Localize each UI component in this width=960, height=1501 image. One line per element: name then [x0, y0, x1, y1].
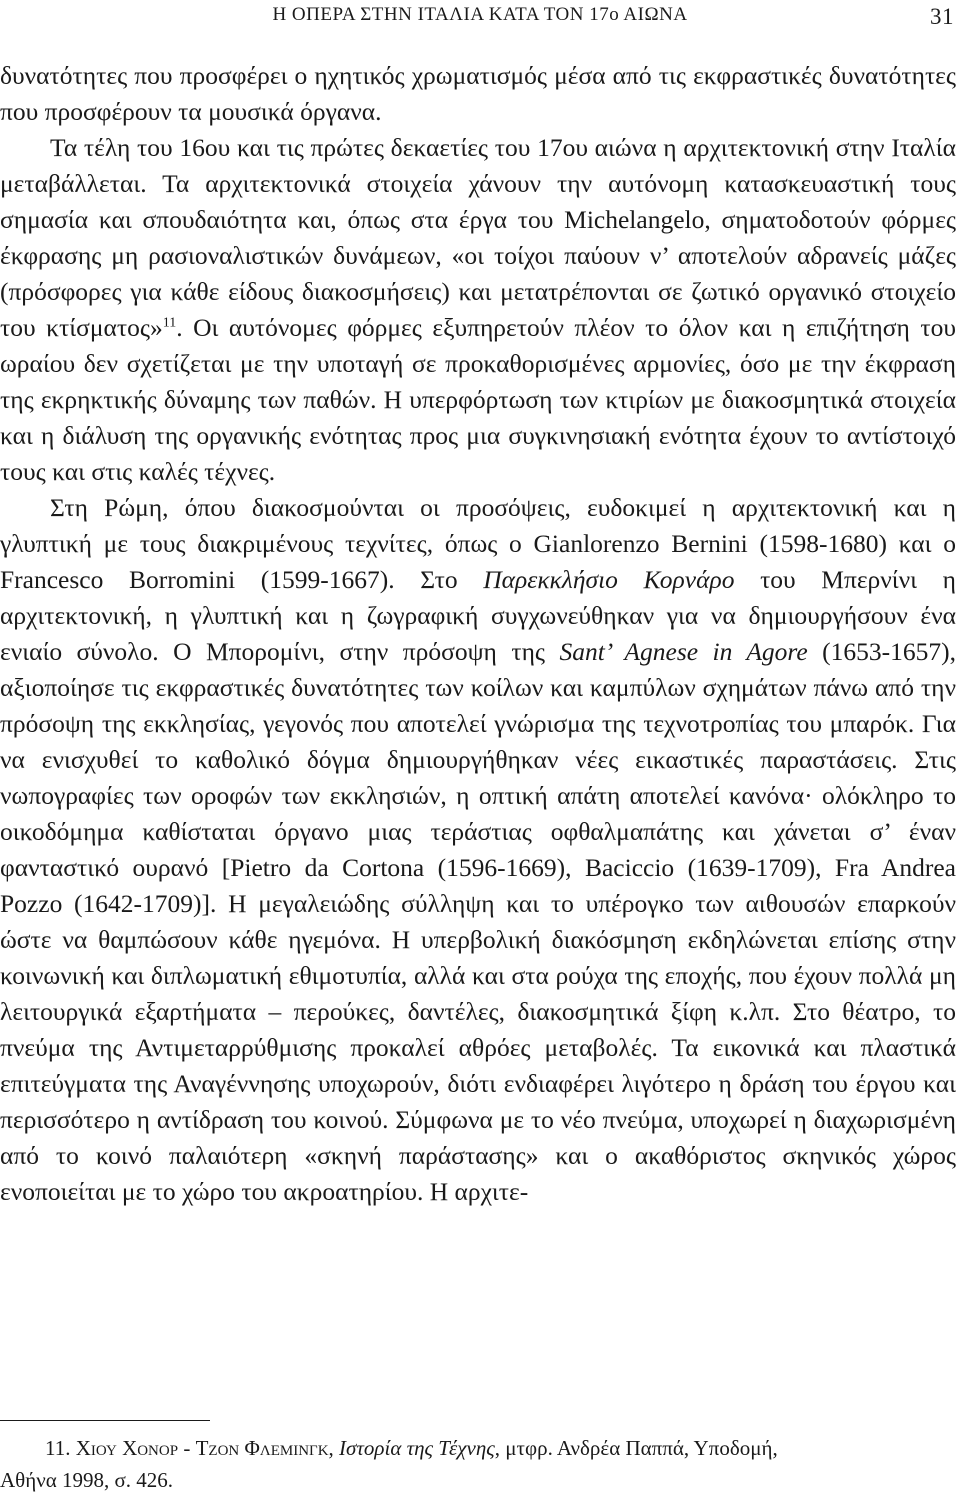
paragraph-2	[0, 130, 956, 490]
footnote-divider	[0, 1420, 210, 1421]
paragraph-3-text-c: (1653-1657), αξιοποίησε τις εκφραστικές δυνατότητες των κοίλων και καμπύλων σχημάτων πάνω από την πρόσοψη της εκκλησίας, γεγονός που αποτελεί γνώρισμα της τεχνοτροπίας του μπαρόκ. Για να ενισχυθεί το καθολικό δόγμα δημιουργήθηκαν νέες εικαστικές παραστάσεις. Στις νωπογραφίες των οροφών των εκκλησιών, η οπτική απάτη αποτελεί κανόνα· ολόκληρο το οικοδόμημα καθίσταται όργανο μιας τεράστιας οφθαλμαπάτης και χάνεται σ’ έναν φανταστικό ουρανό [Pietro da Cortona (1596-1669), Baciccio (1639-1709), Fra Andrea Pozzo (1642-1709)]. Η μεγαλειώδης σύλληψη και το υπέρογκο των αιθουσών επαρκούν ώστε να θαμπώσουν κάθε ηγεμόνα. Η υπερβολική διακόσμηση εκδηλώνεται επίσης στην κοινωνική και διπλωματική εθιμοτυπία, αλλά και στα ρούχα της εποχής, που έχουν πολλά μη λειτουργικά εξαρτήματα – περούκες, δαντέλες, διακοσμητικά ξίφη κ.λπ. Στο θέατρο, το πνεύμα της Αντιμεταρρύθμισης προκαλεί αθρόες μεταβολές. Τα εικονικά και πλαστικά επιτεύγματα της Αναγέννησης υποχωρούν, διότι ενδιαφέρει λιγότερο η δράση του έργου και περισσότερο η αντίδραση του κοινού. Σύμφωνα με το νέο πνεύμα, υποχωρεί η διαχωρισμένη από το κοινό παλαιότερη «σκηνή παράστασης» και ο ακαθόριστος σκηνικός χώρος ενοποιείται με το χώρο του ακροατηρίου. Η αρχιτε-	[0, 637, 956, 1206]
paragraph-2-text-a: Τα τέλη του 16ου και τις πρώτες δεκαετίες του 17ου αιώνα η αρχιτεκτονική στην Ιταλία μεταβάλλεται. Τα αρχιτεκτονικά στοιχεία χάνουν την αυτόνομη κατασκευαστική τους σημασία και σπουδαιότητα και, όπως στα έργα του Michelangelo, σηματοδοτούν φόρμες έκφρασης μη ρασιοναλιστικών δυνάμεων, «οι τοίχοι παύουν ν’ αποτελούν αδρανείς μάζες (πρόσφορες για κάθε είδους διακοσμήσεις) και μετατρέπονται σε ζωτικό οργανικό στοιχείο του κτίσματος»	[0, 133, 956, 342]
footnote-comma: ,	[328, 1436, 340, 1460]
artwork-title-sant-agnese: Sant’ Agnese in Agore	[559, 637, 808, 666]
paragraph-2-text-b: . Οι αυτόνομες φόρμες εξυπηρετούν πλέον το όλον και η επιζήτηση του ωραίου δεν σχετίζεται με την υποταγή σε προκαθορισμένες αρμονίες, όσο με την έκφραση της εκρηκτικής δύναμης των παθών. Η υπερφόρτωση των κτιρίων με διακοσμητικά στοιχεία και η διάλυση της οργανικής ενότητας προς μια συγκινησιακή ενότητα έχουν το αντίστοιχό τους και στις καλές τέχνες.	[0, 313, 957, 486]
footnote-separator: -	[178, 1436, 196, 1460]
footnote-author-2: Τζον Φλεμινγκ	[195, 1436, 329, 1460]
footnote	[0, 1432, 956, 1496]
running-title: Η ΟΠΕΡΑ ΣΤΗΝ ΙΤΑΛΙΑ ΚΑΤΑ ΤΟΝ 17ο ΑΙΩΝΑ	[272, 4, 688, 25]
body-text	[0, 58, 956, 1210]
footnote-author-1: Χιου Χονορ	[75, 1436, 179, 1460]
artwork-title-cornaro: Παρεκκλήσιο Κορνάρο	[483, 565, 735, 594]
paragraph-3	[0, 490, 956, 1210]
paragraph-1	[0, 58, 956, 130]
footnote-line-2: Αθήνα 1998, σ. 426.	[0, 1468, 174, 1492]
footnote-book-title: Ιστορία της Τέχνης	[339, 1436, 495, 1460]
paragraph-3-text-b: του Μπερνίνι η αρχιτεκτονική, η γλυπτική και η ζωγραφική συγχωνεύθηκαν για να δημιουργήσουν ένα ενιαίο σύνολο. Ο Μπορομίνι, στην πρόσοψη της	[0, 565, 956, 666]
paragraph-1-text: δυνατότητες που προσφέρει ο ηχητικός χρωματισμός μέσα από τις εκφραστικές δυνατότητες που προσφέρουν τα μουσικά όργανα.	[0, 61, 956, 126]
footnote-reference[interactable]: 11	[162, 315, 177, 331]
footnote-publication: , μτφρ. Ανδρέα Παππά, Υποδομή,	[494, 1436, 778, 1460]
running-header	[0, 4, 960, 34]
footnote-number: 11.	[45, 1436, 71, 1460]
footnote-line-1	[0, 1432, 956, 1464]
page-number: 31	[930, 4, 954, 29]
paragraph-3-text-a: Στη Ρώμη, όπου διακοσμούνται οι προσόψεις, ευδοκιμεί η αρχιτεκτονική και η γλυπτική με τους διακριμένους τεχνίτες, όπως ο Gianlorenzo Bernini (1598-1680) και ο Francesco Borromini (1599-1667). Στο	[0, 493, 956, 594]
